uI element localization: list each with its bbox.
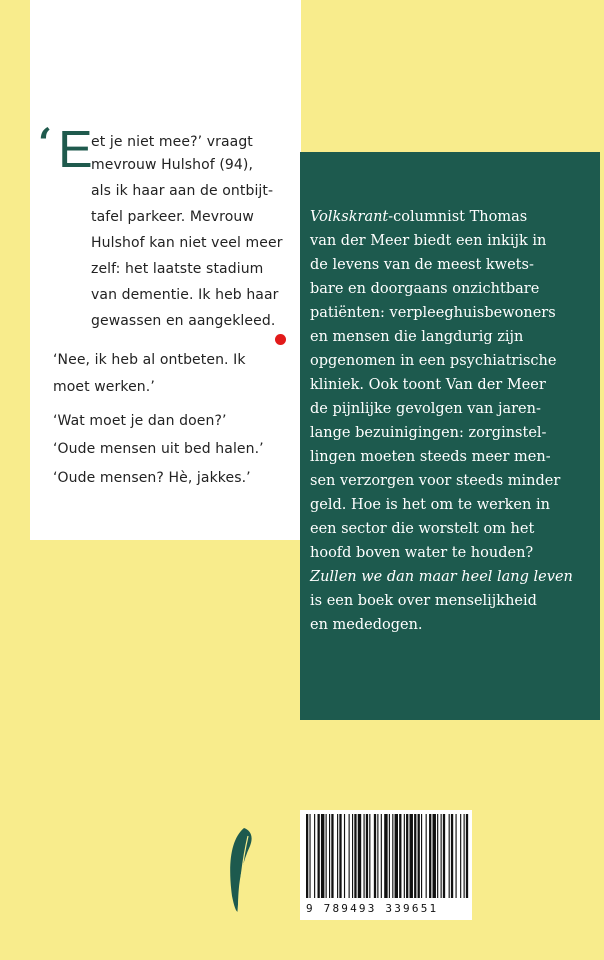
blurb-line: hoofd boven water te houden? <box>310 545 534 561</box>
barcode-bar <box>331 814 333 898</box>
feather-logo-icon <box>226 826 256 914</box>
barcode-bar <box>449 814 450 898</box>
barcode-bar <box>337 814 338 898</box>
blurb-line-text: -columnist Thomas <box>388 209 528 225</box>
barcode-bar <box>344 814 345 898</box>
dialogue-line: moet werken.’ <box>53 379 155 395</box>
barcode-bar <box>326 814 327 898</box>
blurb-line: is een boek over menselijkheid <box>310 593 537 609</box>
quote-line: Hulshof kan niet veel meer <box>91 235 283 251</box>
barcode-bar <box>329 814 330 898</box>
barcode-bar <box>321 814 324 898</box>
quote-line: van dementie. Ik heb haar <box>91 287 279 303</box>
barcode-bar <box>377 814 378 898</box>
quote-line: mevrouw Hulshof (94), <box>91 157 254 173</box>
barcode-bar <box>306 814 308 898</box>
blurb-line: de levens van de meest kwets- <box>310 257 534 273</box>
barcode-bar <box>309 814 310 898</box>
blurb-line: sen verzorgen voor steeds minder <box>310 473 561 489</box>
blurb-line <box>310 209 527 225</box>
dialogue-line: ‘Oude mensen? Hè, jakkes.’ <box>53 470 251 486</box>
blurb-line: lingen moeten steeds meer men- <box>310 449 551 465</box>
blurb-line: lange bezuinigingen: zorginstel- <box>310 425 547 441</box>
blurb-line: en mededogen. <box>310 617 423 633</box>
barcode-bar <box>466 814 468 898</box>
quote-line: tafel parkeer. Mevrouw <box>91 209 254 225</box>
barcode-bar <box>406 814 408 898</box>
red-dot <box>275 334 286 345</box>
blurb-line: opgenomen in een psychiatrische <box>310 353 557 369</box>
barcode-bar <box>352 814 353 898</box>
blurb-line: en mensen die langdurig zijn <box>310 329 524 345</box>
blurb-line: een sector die worstelt om het <box>310 521 535 537</box>
barcode-bar <box>358 814 361 898</box>
quote-line: als ik haar aan de ontbijt- <box>91 183 274 199</box>
barcode-bar <box>339 814 341 898</box>
dialogue-line: ‘Nee, ik heb al ontbeten. Ik <box>53 352 246 368</box>
blurb-line: bare en doorgaans onzichtbare <box>310 281 540 297</box>
dialogue-line: ‘Wat moet je dan doen?’ <box>53 413 227 429</box>
barcode-bar <box>410 814 413 898</box>
barcode-bar <box>456 814 457 898</box>
quote-open-mark: ‘ <box>38 120 52 167</box>
dialogue-line: ‘Oude mensen uit bed halen.’ <box>53 441 264 457</box>
newspaper-name: Volkskrant <box>310 209 389 225</box>
barcode-bar <box>443 814 445 898</box>
barcode-bar <box>399 814 401 898</box>
barcode-bar <box>381 814 382 898</box>
barcode-bar <box>464 814 465 898</box>
quote-line: zelf: het laatste stadium <box>91 261 264 277</box>
blurb-line: kliniek. Ook toont Van der Meer <box>310 377 546 393</box>
barcode-bar <box>349 814 350 898</box>
quote-line: gewassen en aangekleed. <box>91 313 276 329</box>
barcode-bar <box>369 814 370 898</box>
barcode-bars <box>300 810 472 898</box>
barcode-bar <box>451 814 453 898</box>
blurb-line: geld. Hoe is het om te werken in <box>310 497 550 513</box>
barcode-bar <box>421 814 422 898</box>
barcode-bar <box>366 814 368 898</box>
barcode-bar <box>314 814 315 898</box>
barcode-bar <box>404 814 405 898</box>
barcode-bar <box>384 814 387 898</box>
barcode-bar <box>395 814 398 898</box>
barcode-bar <box>460 814 461 898</box>
barcode-bar <box>389 814 390 898</box>
blurb-line: de pijnlijke gevolgen van jaren- <box>310 401 541 417</box>
quote-line: et je niet mee?’ vraagt <box>91 134 253 150</box>
blurb-line: van der Meer biedt een inkijk in <box>310 233 547 249</box>
barcode-bar <box>441 814 442 898</box>
barcode-bar <box>433 814 436 898</box>
book-title: Zullen we dan maar heel lang leven <box>310 569 573 585</box>
barcode-bar <box>414 814 416 898</box>
barcode-bar <box>392 814 393 898</box>
quote-dropcap: E <box>58 121 93 179</box>
barcode-bar <box>364 814 365 898</box>
barcode-bar <box>418 814 420 898</box>
barcode-bar <box>437 814 438 898</box>
barcode-digits: 9 789493 339651 <box>306 902 439 915</box>
barcode-bar <box>354 814 356 898</box>
barcode-bar <box>429 814 431 898</box>
barcode-bar <box>318 814 320 898</box>
blurb-line: patiënten: verpleeghuisbewoners <box>310 305 556 321</box>
barcode-bar <box>426 814 427 898</box>
barcode-bar <box>374 814 376 898</box>
